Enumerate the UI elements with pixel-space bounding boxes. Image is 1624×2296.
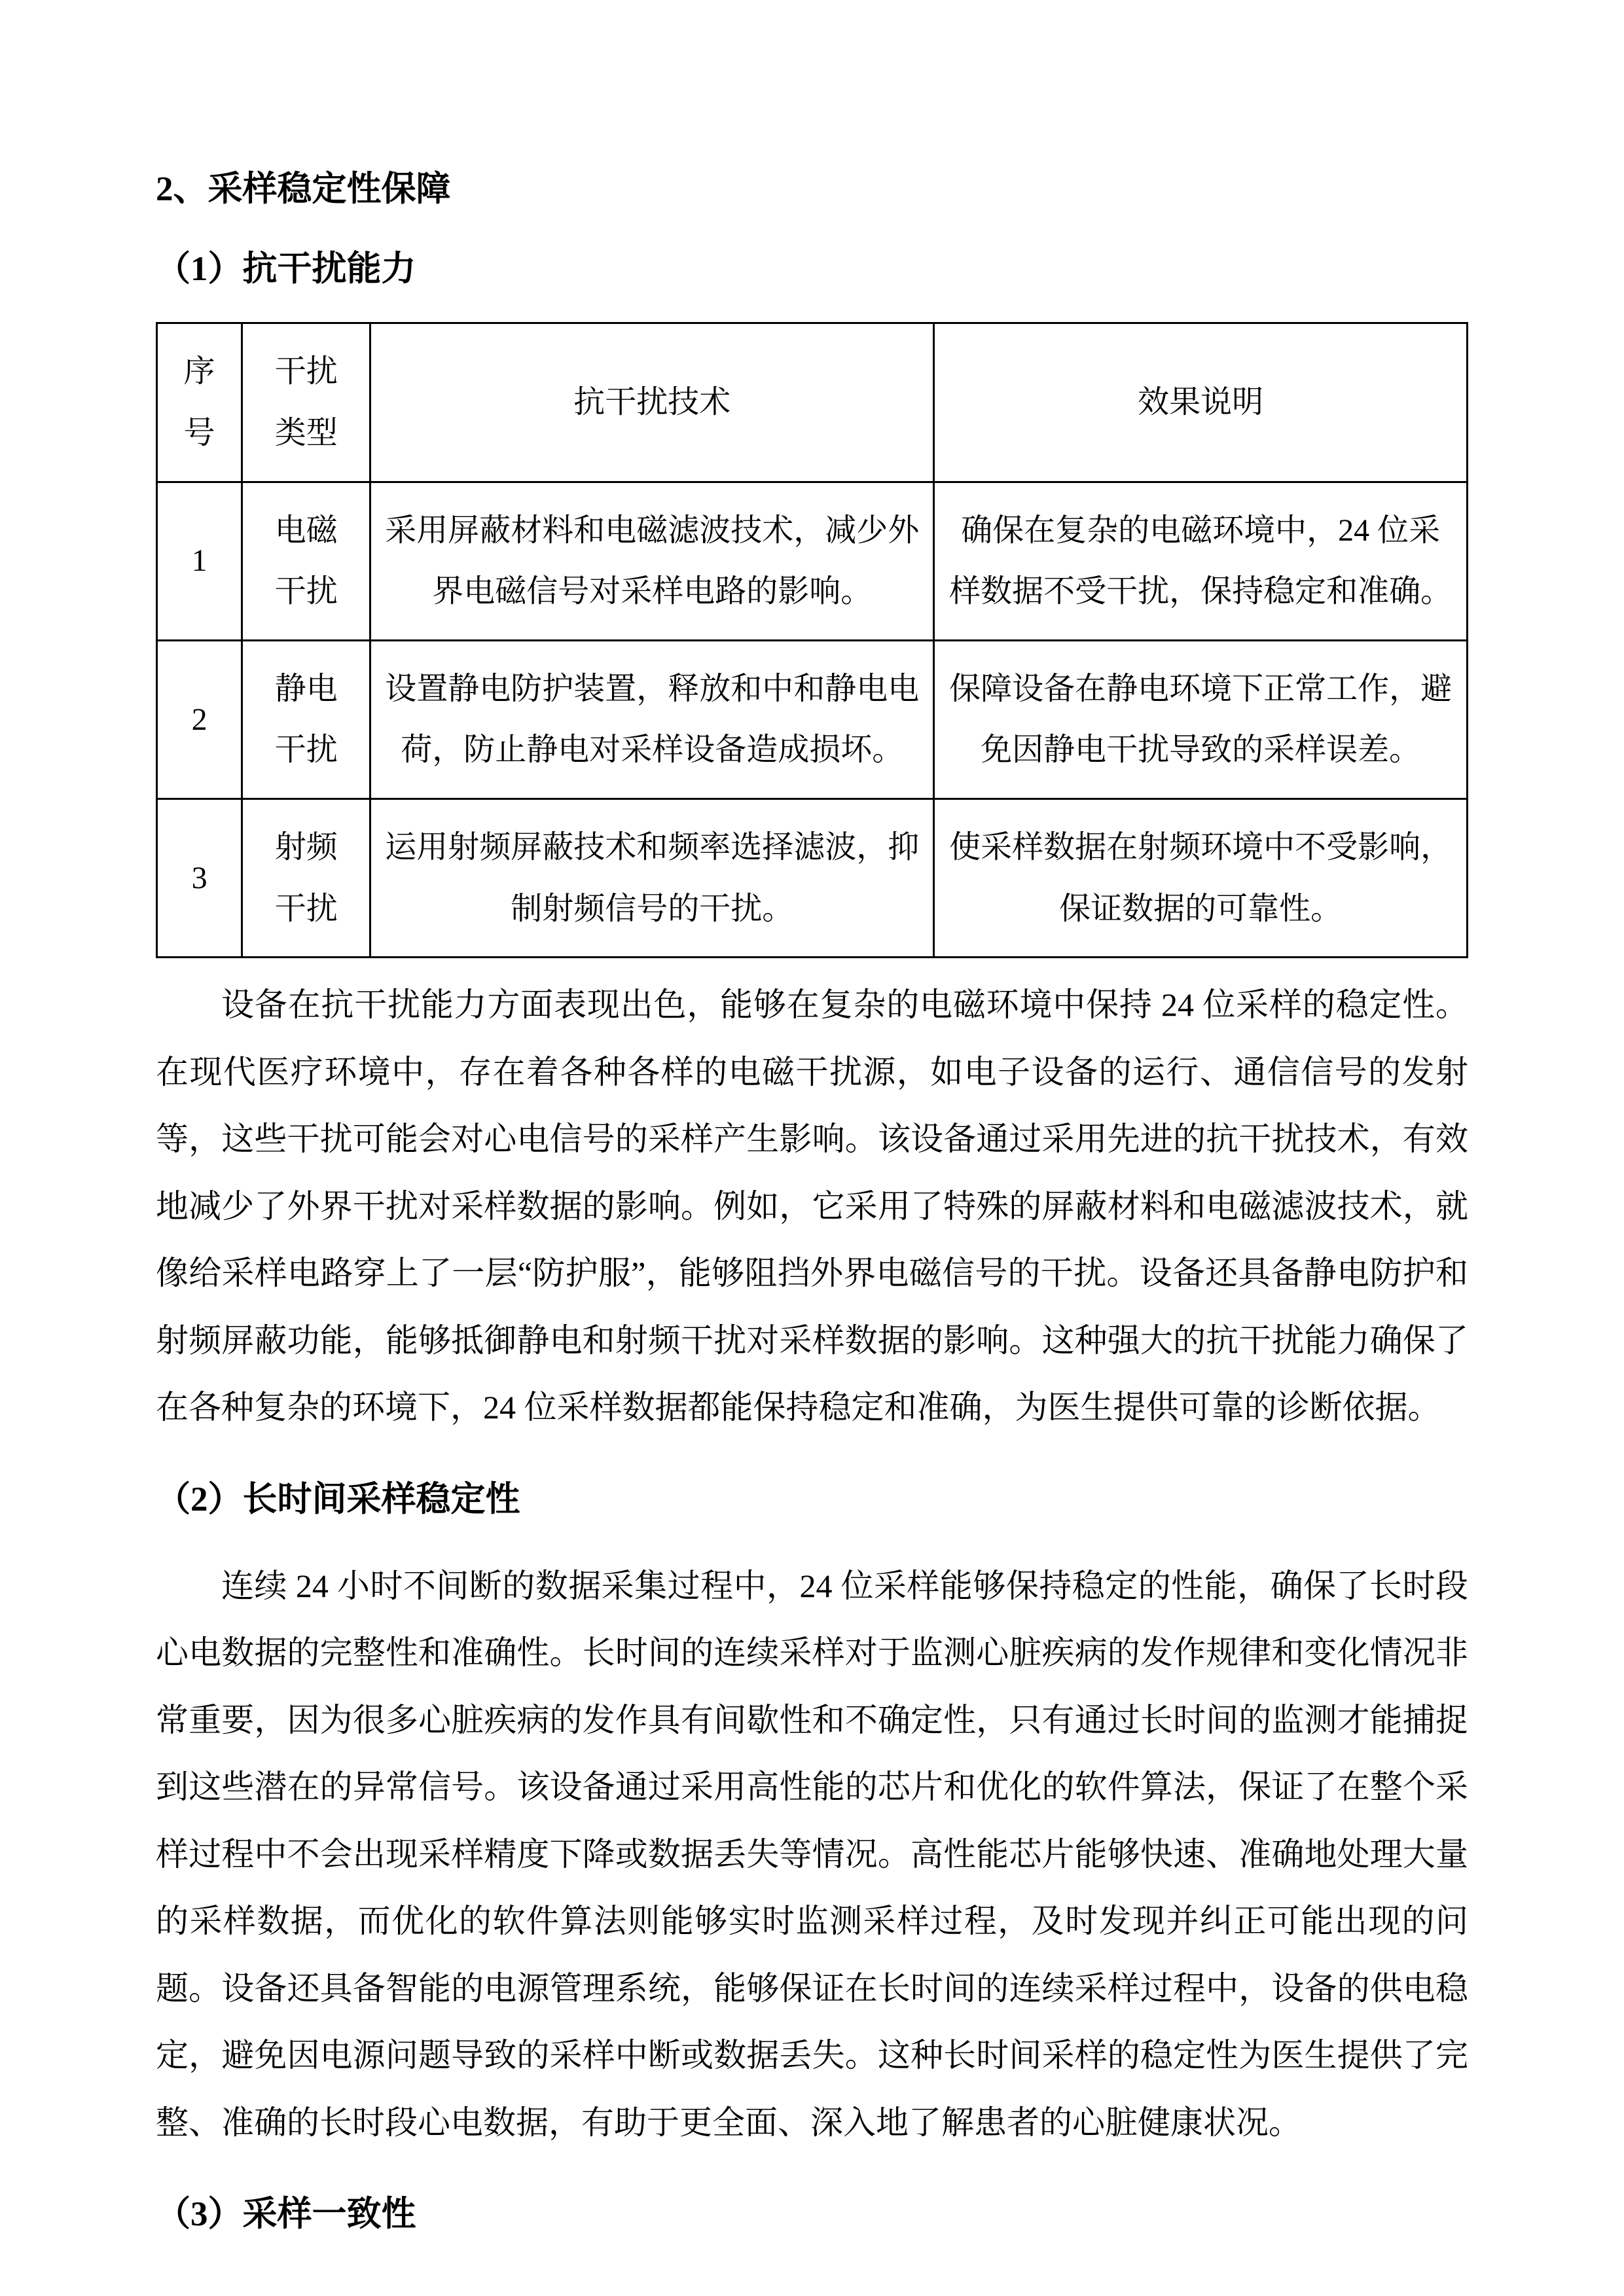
cell-type <box>242 798 370 957</box>
header-cell-seq <box>157 323 242 482</box>
table-header-row <box>157 323 1468 482</box>
cell-tech: 运用射频屏蔽技术和频率选择滤波，抑制射频信号的干扰。 <box>370 798 934 957</box>
cell-seq: 1 <box>157 482 242 640</box>
cell-type-label: 静电干扰 <box>274 671 338 768</box>
section-1-title: （1）抗干扰能力 <box>156 250 416 289</box>
cell-effect: 确保在复杂的电磁环境中，24 位采样数据不受干扰，保持稳定和准确。 <box>934 482 1468 640</box>
table-row <box>157 798 1468 957</box>
cell-effect: 使采样数据在射频环境中不受影响，保证数据的可靠性。 <box>934 798 1468 957</box>
header-cell-effect: 效果说明 <box>934 323 1468 482</box>
table-row <box>157 482 1468 640</box>
cell-seq: 3 <box>157 798 242 957</box>
header-cell-type <box>242 323 370 482</box>
cell-effect: 保障设备在静电环境下正常工作，避免因静电干扰导致的采样误差。 <box>934 640 1468 798</box>
header-label-seq: 序号 <box>183 354 215 450</box>
cell-tech: 采用屏蔽材料和电磁滤波技术，减少外界电磁信号对采样电路的影响。 <box>370 482 934 640</box>
cell-seq: 2 <box>157 640 242 798</box>
section-2-title: （2）长时间采样稳定性 <box>156 1480 520 1518</box>
section-2-paragraph: 连续 24 小时不间断的数据采集过程中，24 位采样能够保持稳定的性能，确保了长时段心电数据的完整性和准确性。长时间的连续采样对于监测心脏疾病的发作规律和变化情况非常重要，因为很多心脏疾病的发作具有间歇性和不确定性，只有通过长时间的监测才能捕捉到这些潜在的异常信号。该设备通过采用高性能的芯片和优化的软件算法，保证了在整个采样过程中不会出现采样精度下降或数据丢失等情况。高性能芯片能够快速、准确地处理大量的采样数据，而优化的软件算法则能够实时监测采样过程，及时发现并纠正可能出现的问题。设备还具备智能的电源管理系统，能够保证在长时间的连续采样过程中，设备的供电稳定，避免因电源问题导致的采样中断或数据丢失。这种长时间采样的稳定性为医生提供了完整、准确的长时段心电数据，有助于更全面、深入地了解患者的心脏健康状况。 <box>156 1567 1468 2141</box>
header-cell-tech: 抗干扰技术 <box>370 323 934 482</box>
section-3-title: （3）采样一致性 <box>156 2195 416 2234</box>
anti-interference-table <box>156 322 1468 958</box>
table-row <box>157 640 1468 798</box>
cell-type-label: 电磁干扰 <box>274 512 338 609</box>
cell-type <box>242 482 370 640</box>
cell-type-label: 射频干扰 <box>274 829 338 926</box>
section-1-paragraph: 设备在抗干扰能力方面表现出色，能够在复杂的电磁环境中保持 24 位采样的稳定性。在现代医疗环境中，存在着各种各样的电磁干扰源，如电子设备的运行、通信信号的发射等，这些干扰可能会对心电信号的采样产生影响。该设备通过采用先进的抗干扰技术，有效地减少了外界干扰对采样数据的影响。例如，它采用了特殊的屏蔽材料和电磁滤波技术，就像给采样电路穿上了一层“防护服”，能够阻挡外界电磁信号的干扰。设备还具备静电防护和射频屏蔽功能，能够抵御静电和射频干扰对采样数据的影响。这种强大的抗干扰能力确保了在各种复杂的环境下，24 位采样数据都能保持稳定和准确，为医生提供可靠的诊断依据。 <box>156 986 1468 1426</box>
page-title: 2、采样稳定性保障 <box>156 170 451 208</box>
cell-type <box>242 640 370 798</box>
cell-tech: 设置静电防护装置，释放和中和静电电荷，防止静电对采样设备造成损坏。 <box>370 640 934 798</box>
header-label-type: 干扰类型 <box>274 354 338 450</box>
